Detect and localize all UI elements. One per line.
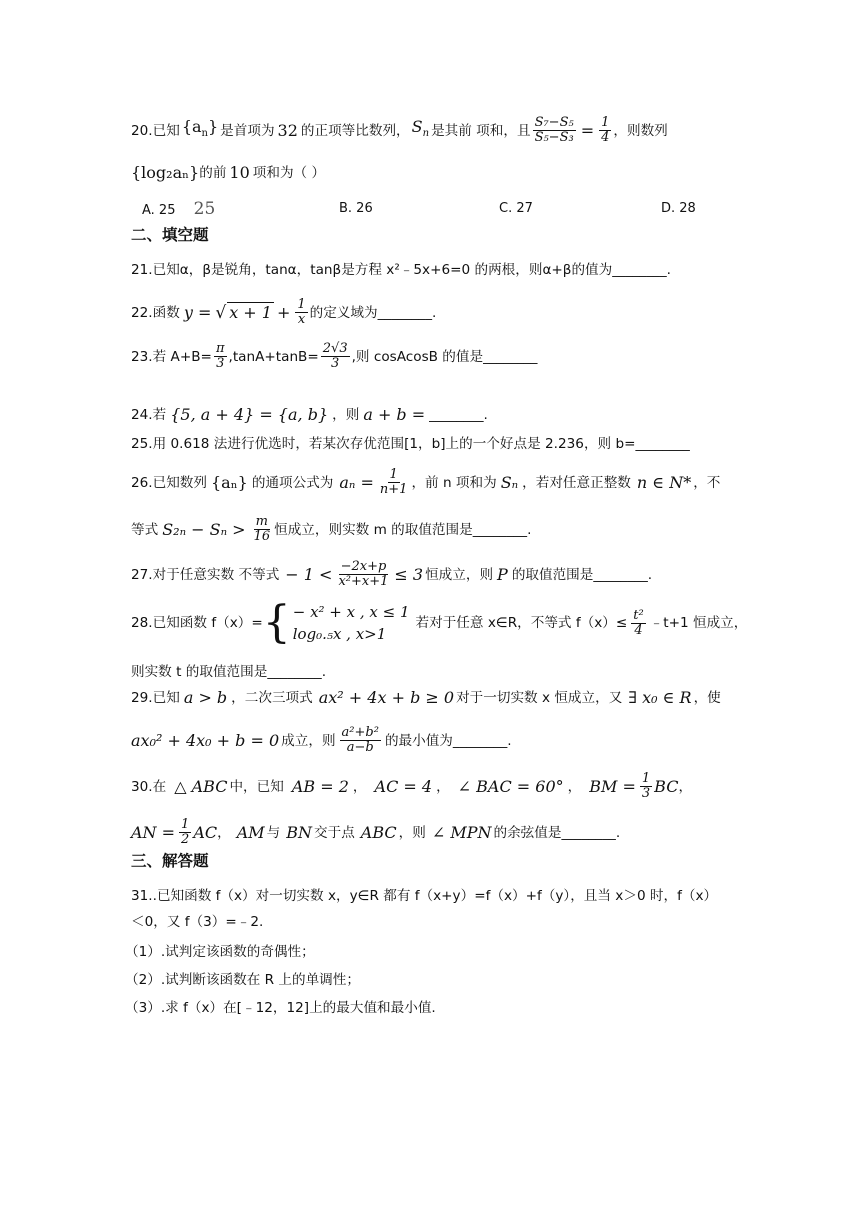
q30-ab: AB = 2 bbox=[291, 776, 349, 796]
q20-text-b: 是首项为 bbox=[220, 122, 275, 139]
q20-seq bbox=[182, 117, 218, 144]
q20-rhs-fraction bbox=[599, 116, 611, 145]
q20-equals: = bbox=[580, 120, 595, 140]
q22-fraction bbox=[295, 298, 307, 327]
q26-an-eq: aₙ = bbox=[339, 472, 374, 492]
q20-first-term: 32 bbox=[277, 120, 298, 140]
q21: 21.已知α，β是锐角，tanα，tanβ是方程 x²﹣5x+6=0 的两根，则α+β的值为________. bbox=[131, 262, 671, 278]
q26-text-f: 等式 bbox=[131, 521, 159, 538]
q30-line1 bbox=[131, 772, 692, 801]
q23 bbox=[131, 342, 537, 371]
q29-line1 bbox=[131, 688, 721, 708]
q26-m-fraction bbox=[252, 515, 273, 544]
q29-text-b: ，二次三项式 bbox=[231, 690, 313, 706]
q26-text-g: 恒成立，则实数 m 的取值范围是________. bbox=[274, 521, 532, 538]
q30-sep-2: ， bbox=[436, 778, 450, 795]
q28-t-num: t² bbox=[633, 607, 644, 623]
q30-angle: ∠ BAC = 60° bbox=[457, 776, 564, 796]
q30-sep-4: ， bbox=[678, 778, 693, 795]
q30-text-d: 与 bbox=[266, 824, 281, 841]
section-solve-heading: 三、解答题 bbox=[131, 852, 209, 870]
q26-text-b: 的通项公式为 bbox=[251, 474, 334, 491]
q23-text-a: 23.若 A+B= bbox=[131, 348, 212, 365]
q26-fraction bbox=[378, 468, 410, 497]
q20-option-b: B. 26 bbox=[339, 201, 373, 216]
q27-fraction bbox=[336, 560, 390, 589]
q23-value-fraction bbox=[321, 342, 350, 371]
q23-pi-fraction bbox=[214, 342, 227, 371]
q20-text-c: 的正项等比数列， bbox=[300, 122, 410, 139]
q27 bbox=[131, 560, 652, 589]
q28-t-den: 4 bbox=[634, 622, 643, 638]
q30-sep-5: ， bbox=[217, 824, 231, 841]
q26-text-a: 26.已知数列 bbox=[131, 474, 207, 491]
q27-p: P bbox=[497, 564, 508, 584]
q23-pi-den: 3 bbox=[216, 356, 225, 371]
q30-bm-den: 3 bbox=[641, 786, 651, 801]
q30-an-num: 1 bbox=[181, 817, 190, 832]
q23-pi-num: π bbox=[215, 341, 225, 356]
q20-option-a bbox=[142, 200, 215, 220]
q28-text-b: 若对于任意 x∈R，不等式 f（x）≤ bbox=[415, 615, 628, 631]
q26-m-num: m bbox=[255, 514, 268, 529]
q26-text-d: ，若对任意正整数 bbox=[522, 474, 631, 491]
q30-sep-1: ， bbox=[352, 778, 367, 795]
q30-line2 bbox=[131, 818, 620, 847]
q20-option-d: D. 28 bbox=[661, 201, 696, 216]
q22-plus: + bbox=[276, 302, 291, 322]
section-fill-in-heading: 二、填空题 bbox=[131, 226, 209, 244]
q22-sqrt-sign: √ bbox=[215, 302, 227, 323]
q22-text-b: 的定义域为________. bbox=[309, 304, 437, 321]
q22-frac-num: 1 bbox=[297, 297, 306, 312]
q22-sqrt-body: x + 1 bbox=[229, 303, 272, 322]
q26-line1 bbox=[131, 468, 720, 497]
q29-exists: ∃ x₀ ∈ R bbox=[628, 688, 692, 707]
q29-frac-num: a²+b² bbox=[341, 725, 379, 740]
q27-frac-num: −2x+p bbox=[340, 559, 387, 574]
q20-rhs-den: 4 bbox=[601, 130, 610, 145]
q28-piece2: log₀.₅x , x>1 bbox=[292, 625, 387, 643]
q31-sub1: （1）.试判定该函数的奇偶性； bbox=[125, 944, 315, 960]
q25: 25.用 0.618 法进行优选时，若某次存优范围[1，b]上的一个好点是 2.236，则 b=________ bbox=[131, 436, 690, 452]
q26-frac-den: n+1 bbox=[379, 482, 408, 497]
q29-frac-den: a−b bbox=[346, 740, 374, 755]
q23-value-num: 2√3 bbox=[322, 341, 348, 356]
q30-am: AM bbox=[236, 822, 265, 842]
q31-sub2: （2）.试判断该函数在 R 上的单调性； bbox=[125, 972, 360, 988]
q20-sn-s: S bbox=[411, 116, 423, 136]
q20-option-a-label: A. 25 bbox=[142, 203, 176, 218]
q30-text-b: 中，已知 bbox=[229, 778, 284, 795]
q27-frac-den: x²+x+1 bbox=[338, 574, 389, 589]
q30-sep-3: ， bbox=[567, 778, 582, 795]
q31-line1: 31..已知函数 f（x）对一切实数 x，y∈R 都有 f（x+y）=f（x）+f（y），且当 x＞0 时，f（x） bbox=[131, 888, 718, 904]
q20-option-a-extra: 25 bbox=[193, 199, 216, 219]
q24-text-b: ，则 bbox=[332, 407, 360, 423]
q20-log-expr: {log₂aₙ} bbox=[131, 163, 200, 182]
q20-seq-close: } bbox=[207, 116, 219, 136]
q27-right: ≤ 3 bbox=[394, 564, 424, 584]
q20-text-g: 项和为（ ） bbox=[252, 165, 326, 181]
q26-text-e: ，不 bbox=[693, 474, 721, 491]
q20-sn bbox=[412, 117, 429, 144]
q24-set-eq: {5, a + 4} = {a, b} bbox=[170, 405, 329, 424]
q28-text-a: 28.已知函数 f（x）= bbox=[131, 615, 263, 631]
q31-sub3: （3）.求 f（x）在[﹣12，12]上的最大值和最小值. bbox=[125, 1000, 436, 1016]
q28-text-c: ﹣t+1 恒成立， bbox=[649, 615, 748, 631]
q30-text-a: 30.在 bbox=[131, 778, 167, 795]
q28-t-fraction bbox=[631, 609, 645, 638]
q27-text-a: 27.对于任意实数 不等式 bbox=[131, 566, 280, 583]
q27-text-b: 恒成立，则 bbox=[425, 566, 494, 583]
q23-text-b: ,tanA+tanB= bbox=[228, 348, 319, 365]
q29-line2 bbox=[131, 726, 512, 755]
q26-line2 bbox=[131, 515, 531, 544]
q22-text-a: 22.函数 bbox=[131, 304, 180, 321]
q29-text-f: 的最小值为________. bbox=[384, 732, 512, 749]
q20-text-a: 20.已知 bbox=[131, 122, 180, 139]
q26-inequality: S₂ₙ − Sₙ > bbox=[162, 519, 246, 539]
q26-frac-num: 1 bbox=[389, 467, 398, 482]
q26-seq: {aₙ} bbox=[211, 472, 248, 492]
q24 bbox=[131, 405, 488, 425]
q30-triangle: △ ABC bbox=[174, 776, 228, 796]
q29-poly: ax² + 4x + b ≥ 0 bbox=[318, 688, 455, 707]
q27-text-c: 的取值范围是________. bbox=[511, 566, 653, 583]
q20-seq-sub: n bbox=[201, 128, 208, 140]
q29-equation: ax₀² + 4x₀ + b = 0 bbox=[131, 730, 280, 750]
q20-seq-open: {a bbox=[181, 116, 202, 136]
q28-piecewise bbox=[293, 601, 410, 645]
q30-text-f: 交于点 bbox=[314, 824, 355, 841]
q28-line1 bbox=[131, 598, 747, 648]
q30-text-i: 的余弦值是________. bbox=[493, 824, 621, 841]
q29-text-e: 成立，则 bbox=[281, 732, 336, 749]
q27-left: − 1 < bbox=[285, 564, 333, 584]
q20-option-c: C. 27 bbox=[499, 201, 533, 216]
q20-sn-sub: n bbox=[422, 128, 430, 140]
q30-mpn: ∠ MPN bbox=[431, 822, 492, 842]
q23-text-c: ,则 cosAcosB 的值是________ bbox=[351, 348, 538, 365]
q20-frac-den: S₅−S₃ bbox=[534, 130, 574, 145]
q20-text-e: ，则数列 bbox=[613, 122, 668, 139]
q20-frac-num: S₇−S₅ bbox=[534, 115, 574, 130]
q29-text-d: ，使 bbox=[693, 690, 721, 706]
q30-abc: ABC bbox=[360, 822, 397, 842]
q26-text-c: ，前 n 项和为 bbox=[411, 474, 497, 491]
q30-ac: AC = 4 bbox=[374, 776, 433, 796]
q30-an-den: 2 bbox=[181, 832, 190, 847]
q30-bm-fraction bbox=[640, 772, 652, 801]
q20-rhs-num: 1 bbox=[601, 115, 610, 130]
q30-bm-num: 1 bbox=[641, 771, 651, 786]
q29-text-c: 对于一切实数 x 恒成立，又 bbox=[456, 690, 623, 706]
q30-text-h: ，则 bbox=[398, 824, 426, 841]
q28-piece1: − x² + x , x ≤ 1 bbox=[292, 603, 410, 621]
q22-y-eq: y = bbox=[183, 302, 212, 322]
q22 bbox=[131, 298, 436, 327]
q20-text-d: 是其前 项和，且 bbox=[431, 122, 531, 139]
q28-line2: 则实数 t 的取值范围是________. bbox=[131, 664, 327, 680]
q30-bn: BN bbox=[286, 822, 313, 842]
q29-cond: a > b bbox=[183, 688, 228, 707]
q28-brace: { bbox=[262, 597, 291, 648]
q30-bm: BM = bbox=[589, 776, 636, 796]
q30-an-fraction bbox=[179, 818, 191, 847]
q29-text-a: 29.已知 bbox=[131, 690, 180, 706]
q30-bm-tail: BC bbox=[654, 776, 679, 796]
q24-text-a: 24.若 bbox=[131, 407, 167, 423]
q20-text-f: 的前 bbox=[199, 165, 227, 181]
q30-an: AN = bbox=[131, 822, 176, 842]
q24-expr: a + b = bbox=[363, 405, 426, 424]
q22-frac-den: x bbox=[297, 312, 306, 327]
q26-n-in-n: n ∈ N* bbox=[636, 472, 692, 492]
q31-line2: ＜0，又 f（3）=﹣2. bbox=[131, 914, 264, 930]
q20-line1 bbox=[131, 116, 668, 145]
q20-line2 bbox=[131, 163, 325, 183]
q20-count: 10 bbox=[229, 163, 250, 182]
q23-value-den: 3 bbox=[331, 356, 340, 371]
q26-sn: Sₙ bbox=[500, 472, 519, 492]
q24-text-c: ________. bbox=[429, 407, 488, 423]
q20-fraction bbox=[533, 116, 576, 145]
q26-m-den: 16 bbox=[253, 529, 271, 544]
q30-an-tail: AC bbox=[193, 822, 218, 842]
q29-fraction bbox=[340, 726, 381, 755]
